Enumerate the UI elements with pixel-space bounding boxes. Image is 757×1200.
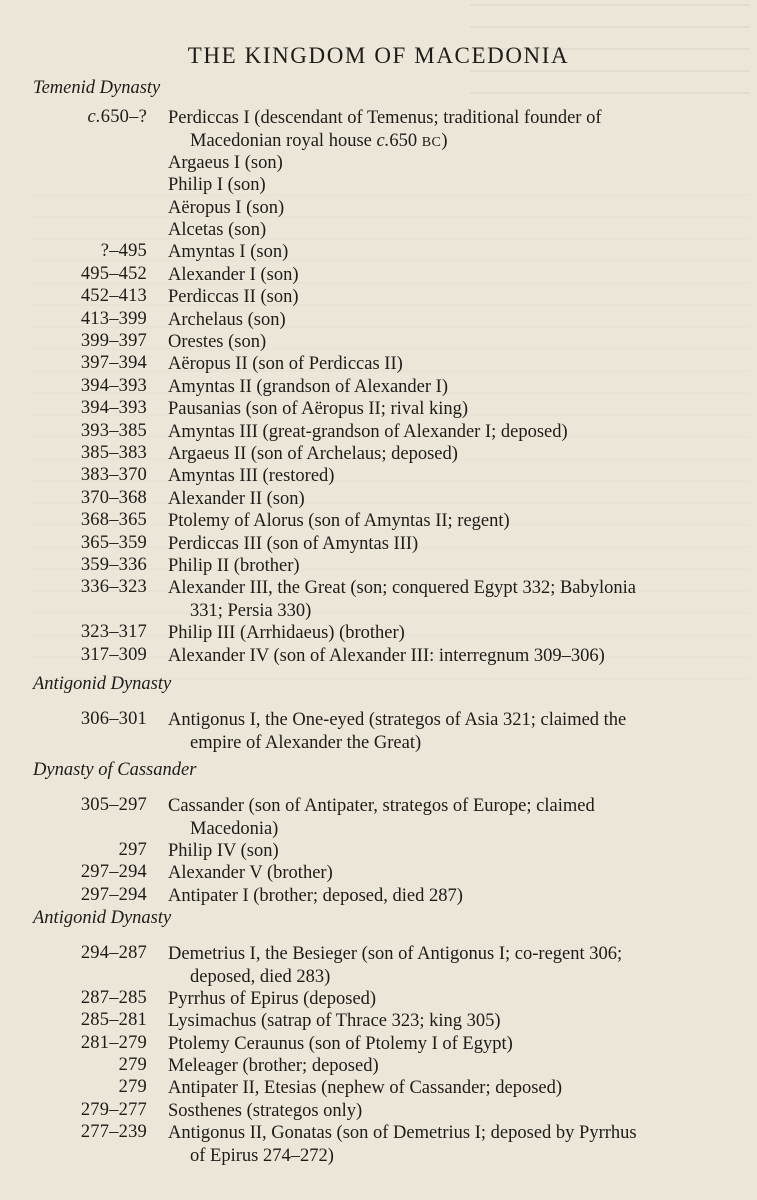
ruler-line-continuation: 331; Persia 330) bbox=[190, 600, 312, 621]
ruler-entry bbox=[170, 1122, 718, 1167]
ruler-line: Amyntas I (son) bbox=[168, 242, 289, 263]
ruler-line: Alexander IV (son of Alexander III: interregnum 309–306) bbox=[168, 645, 605, 666]
ruler-entry bbox=[170, 1077, 718, 1100]
ruler-line: Antipater I (brother; deposed, died 287) bbox=[168, 885, 463, 906]
ruler-entry bbox=[170, 795, 718, 840]
ruler-line: Philip III (Arrhidaeus) (brother) bbox=[168, 623, 405, 644]
reign-dates: 368–365 bbox=[80, 510, 147, 531]
ruler-entry bbox=[170, 331, 718, 354]
ruler-line: Argaeus I (son) bbox=[168, 152, 283, 173]
ruler-entry bbox=[170, 174, 718, 197]
ruler-line: Alexander I (son) bbox=[168, 264, 299, 285]
reign-dates: 297–294 bbox=[80, 862, 147, 883]
reign-dates: 359–336 bbox=[80, 555, 147, 575]
ruler-entry bbox=[170, 353, 718, 376]
reign-dates: 281–279 bbox=[80, 1032, 147, 1053]
ruler-line: Ptolemy of Alorus (son of Amyntas II; regent) bbox=[168, 511, 510, 532]
ruler-line: Alexander III, the Great (son; conquered Egypt 332; Babylonia bbox=[168, 578, 637, 599]
ruler-line-continuation: empire of Alexander the Great) bbox=[190, 732, 422, 753]
ruler-line: Perdiccas II (son) bbox=[168, 287, 299, 308]
ruler-entry bbox=[170, 421, 718, 444]
reign-dates: 306–301 bbox=[80, 709, 147, 729]
reign-dates: 285–281 bbox=[80, 1010, 147, 1031]
ruler-entry bbox=[170, 197, 718, 220]
ruler-entry bbox=[170, 443, 718, 466]
reign-dates: 277–239 bbox=[80, 1122, 147, 1143]
ruler-line: Aëropus I (son) bbox=[168, 197, 285, 218]
ruler-entry bbox=[170, 488, 718, 511]
ruler-line: Philip IV (son) bbox=[168, 840, 279, 861]
reign-dates: 495–452 bbox=[80, 263, 147, 284]
ruler-entry bbox=[170, 555, 718, 578]
ruler-entry bbox=[170, 840, 718, 863]
reign-dates: 336–323 bbox=[80, 577, 147, 598]
ruler-line: Cassander (son of Antipater, strategos of Europe; claimed bbox=[168, 796, 595, 816]
ruler-line: Pyrrhus of Epirus (deposed) bbox=[168, 988, 377, 1009]
reign-dates: 297–294 bbox=[80, 884, 147, 905]
ruler-entry bbox=[170, 510, 718, 533]
reign-dates: 305–297 bbox=[80, 795, 147, 815]
ruler-line: Amyntas II (grandson of Alexander I) bbox=[168, 376, 448, 397]
ruler-line: Perdiccas I (descendant of Temenus; traditional founder of bbox=[168, 108, 602, 128]
reign-dates: 279–277 bbox=[80, 1099, 147, 1120]
reign-dates: 365–359 bbox=[80, 532, 147, 553]
ruler-line: Alexander II (son) bbox=[168, 488, 305, 509]
reign-dates: 385–383 bbox=[80, 443, 147, 463]
ruler-line-continuation: deposed, died 283) bbox=[190, 966, 331, 987]
ruler-entry bbox=[170, 862, 718, 885]
reign-dates: 279 bbox=[118, 1055, 147, 1075]
reign-dates: 452–413 bbox=[80, 286, 147, 307]
ruler-entry bbox=[170, 264, 718, 287]
ruler-entry bbox=[170, 885, 718, 908]
section-heading: Dynasty of Cassander bbox=[33, 760, 197, 780]
ruler-entry bbox=[170, 107, 718, 154]
ruler-line: Philip II (brother) bbox=[168, 556, 300, 576]
ruler-entry bbox=[170, 152, 718, 175]
section-heading: Antigonid Dynasty bbox=[33, 674, 172, 694]
section-heading: Antigonid Dynasty bbox=[33, 908, 172, 928]
reign-dates: 413–399 bbox=[80, 308, 147, 329]
ruler-entry bbox=[170, 1055, 718, 1078]
ruler-line: Alcetas (son) bbox=[168, 220, 267, 240]
ruler-line: Demetrius I, the Besieger (son of Antigonus I; co-regent 306; bbox=[168, 944, 623, 964]
section-heading: Temenid Dynasty bbox=[33, 78, 161, 98]
ruler-line: Orestes (son) bbox=[168, 332, 267, 352]
ruler-entry bbox=[170, 577, 718, 622]
ruler-line: Perdiccas III (son of Amyntas III) bbox=[168, 533, 419, 554]
ruler-entry bbox=[170, 286, 718, 309]
reign-dates: 397–394 bbox=[80, 353, 147, 374]
ruler-line: Amyntas III (restored) bbox=[168, 466, 335, 487]
ruler-entry bbox=[170, 645, 718, 668]
ruler-line: Lysimachus (satrap of Thrace 323; king 305) bbox=[168, 1011, 501, 1032]
reign-dates: 370–368 bbox=[80, 487, 147, 508]
reign-dates: 294–287 bbox=[80, 943, 147, 963]
reign-dates: 383–370 bbox=[80, 465, 147, 486]
ruler-line-continuation: of Epirus 274–272) bbox=[190, 1145, 334, 1166]
ruler-line: Amyntas III (great-grandson of Alexander I; deposed) bbox=[168, 421, 568, 442]
ruler-entry bbox=[170, 988, 718, 1011]
ruler-entry bbox=[170, 943, 718, 988]
ruler-entry bbox=[170, 465, 718, 488]
reign-dates: 399–397 bbox=[80, 331, 147, 351]
ruler-entry bbox=[170, 219, 718, 242]
reign-dates: 279 bbox=[118, 1077, 147, 1098]
reign-dates: 297 bbox=[118, 839, 147, 860]
reign-dates: c.650–? bbox=[87, 107, 147, 127]
ruler-line: Pausanias (son of Aëropus II; rival king) bbox=[168, 399, 469, 420]
reign-dates: 394–393 bbox=[80, 398, 147, 419]
ruler-line: Philip I (son) bbox=[168, 175, 266, 196]
reign-dates: 393–385 bbox=[80, 420, 147, 441]
ruler-line: Archelaus (son) bbox=[168, 309, 286, 330]
reign-dates: ?–495 bbox=[100, 241, 147, 262]
ruler-line: Antigonus I, the One-eyed (strategos of Asia 321; claimed the bbox=[168, 710, 627, 730]
ruler-line: Ptolemy Ceraunus (son of Ptolemy I of Egypt) bbox=[168, 1033, 513, 1054]
reign-dates: 394–393 bbox=[80, 375, 147, 396]
ruler-line: Meleager (brother; deposed) bbox=[168, 1056, 379, 1076]
page-title: THE KINGDOM OF MACEDONIA bbox=[187, 43, 570, 69]
ruler-entry bbox=[170, 622, 718, 645]
ruler-line: Argaeus II (son of Archelaus; deposed) bbox=[168, 444, 458, 464]
ruler-line-continuation: Macedonian royal house c.650 BC) bbox=[190, 130, 448, 151]
reign-dates: 323–317 bbox=[80, 622, 147, 643]
ruler-entry bbox=[170, 1010, 718, 1033]
ruler-line-continuation: Macedonia) bbox=[190, 818, 279, 839]
ruler-line: Sosthenes (strategos only) bbox=[168, 1100, 363, 1121]
ruler-line: Alexander V (brother) bbox=[168, 863, 333, 884]
ruler-entry bbox=[170, 241, 718, 264]
ruler-line: Aëropus II (son of Perdiccas II) bbox=[168, 354, 403, 375]
ruler-line: Antigonus II, Gonatas (son of Demetrius I; deposed by Pyrrhus bbox=[168, 1123, 637, 1144]
ruler-entry bbox=[170, 1100, 718, 1123]
ruler-entry bbox=[170, 309, 718, 332]
reign-dates: 317–309 bbox=[80, 644, 147, 665]
ruler-entry bbox=[170, 376, 718, 399]
ruler-entry bbox=[170, 709, 718, 754]
ruler-entry bbox=[170, 533, 718, 556]
ruler-line: Antipater II, Etesias (nephew of Cassander; deposed) bbox=[168, 1078, 563, 1099]
ruler-entry bbox=[170, 1033, 718, 1056]
ruler-entry bbox=[170, 398, 718, 421]
reign-dates: 287–285 bbox=[80, 987, 147, 1008]
